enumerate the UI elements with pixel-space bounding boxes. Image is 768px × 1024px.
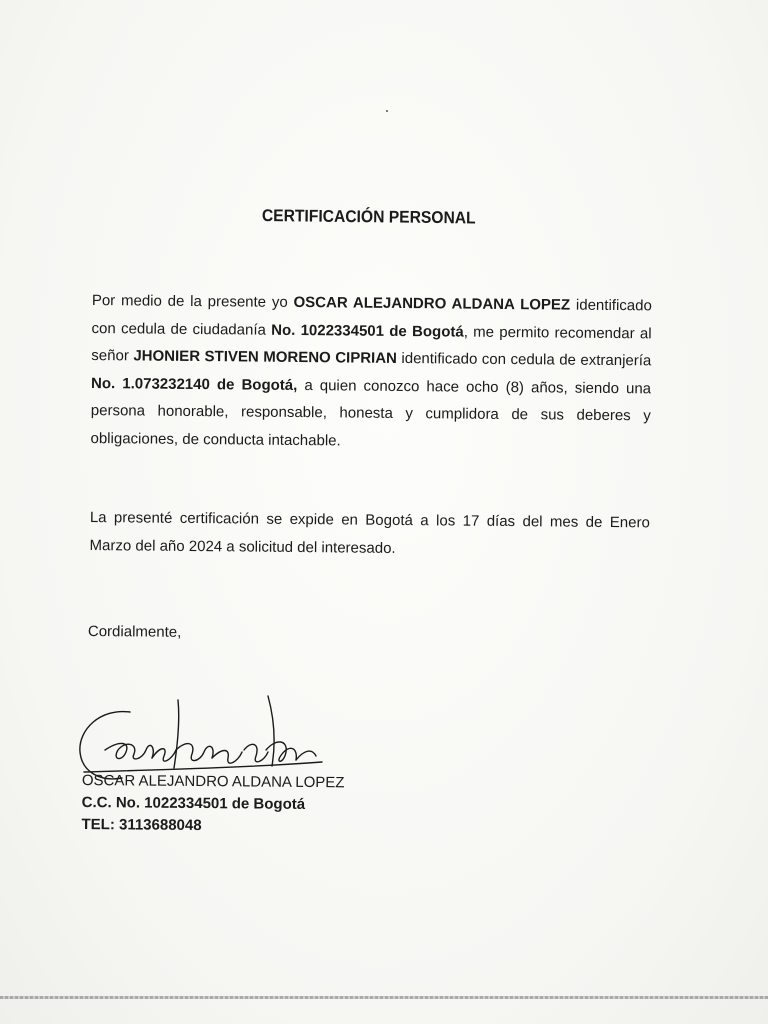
signer-name: OSCAR ALEJANDRO ALDANA LOPEZ: [81, 771, 345, 792]
document-title: CERTIFICACIÓN PERSONAL: [261, 206, 476, 228]
signer-id: C.C. No. 1022334501 de Bogotá: [81, 793, 306, 813]
paragraph-text: identificado con cedula de extranjería: [396, 349, 652, 370]
paragraph-text: a quien conozco hace ocho (8) años, siendo una persona honorable, responsable, honesta y cumplidora de sus deberes y obligaciones, de conducta intachable.: [90, 376, 652, 449]
subject-name: JHONIER STIVEN MORENO CIPRIAN: [133, 347, 398, 367]
issuer-id: No. 1022334501 de Bogotá: [271, 321, 464, 341]
signer-phone: TEL: 3113688048: [81, 815, 202, 835]
paragraph-text: identificado con cedula de ciudadanía: [91, 296, 652, 339]
issuer-name: OSCAR ALEJANDRO ALDANA LOPEZ: [293, 293, 571, 314]
scan-speck: [386, 110, 388, 112]
recommendation-paragraph: [90, 287, 652, 457]
paragraph-text: , me permito recomendar al señor: [91, 323, 652, 365]
signer-block: [81, 770, 344, 838]
paragraph-text: Por medio de la presente yo: [91, 291, 294, 311]
page-bottom-rule: [0, 996, 768, 999]
closing-salutation: Cordialmente,: [87, 623, 182, 641]
subject-id: No. 1.073232140 de Bogotá,: [90, 374, 298, 394]
issuance-paragraph: La presenté certificación se expide en Bogotá a los 17 días del mes de Enero Marzo del año 2024 a solicitud del interesado.: [89, 508, 650, 557]
